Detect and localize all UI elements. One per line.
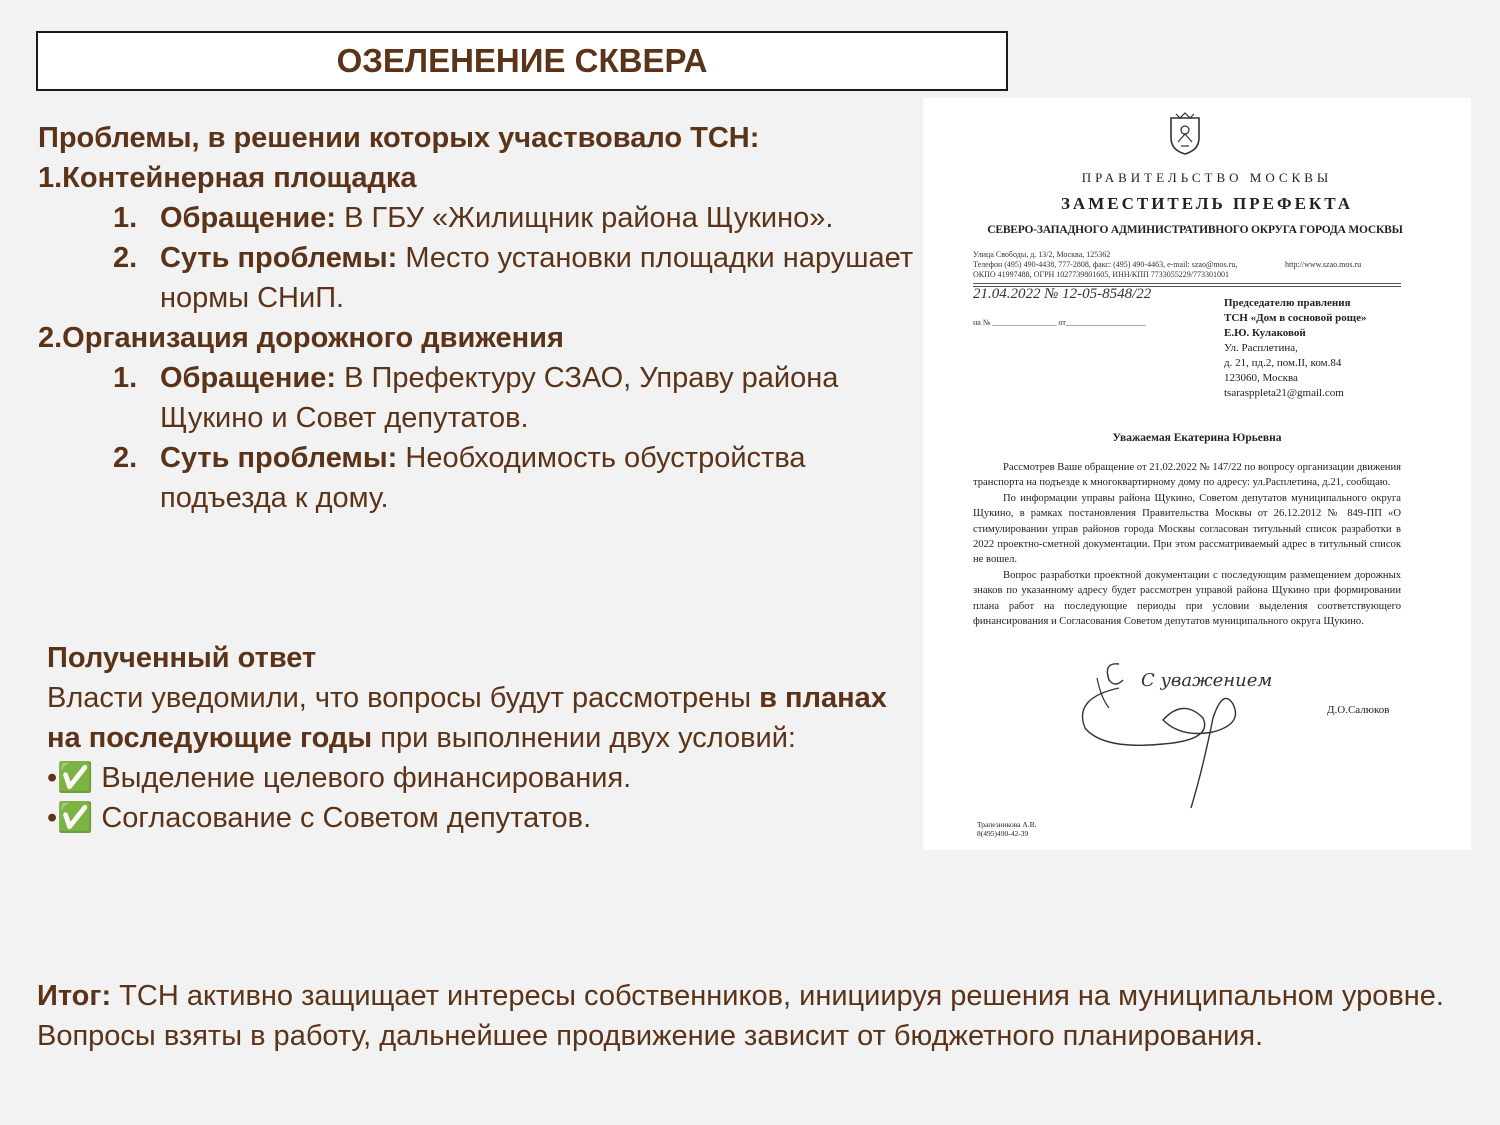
problems-section (38, 118, 918, 518)
detail-text: Место установки площадки нарушает нормы СНиП. (160, 242, 914, 314)
detail-label: Суть проблемы: (160, 442, 398, 474)
letter-scan (923, 98, 1471, 850)
answer-text (47, 678, 917, 758)
page-title: ОЗЕЛЕНЕНИЕ СКВЕРА (336, 42, 708, 79)
answer-text-end: при выполнении двух условий: (372, 722, 796, 754)
summary-section (37, 976, 1457, 1056)
recipient-line: Е.Ю. Кулаковой (1224, 327, 1306, 339)
handwritten-signature-icon (1063, 658, 1303, 818)
answer-text-start: Власти уведомили, что вопросы будут рассмотрены (47, 682, 760, 714)
detail-label: Обращение: (160, 362, 337, 394)
detail-item (38, 238, 918, 318)
detail-number: 2. (113, 242, 138, 274)
letter-reg-to: на № ________________ от____________________ (973, 318, 1146, 327)
detail-item (38, 438, 918, 518)
letter-signer: Д.О.Салюков (1327, 704, 1390, 716)
letter-recipient (1224, 296, 1366, 401)
problems-heading: Проблемы, в решении которых участвовало ТСН: (38, 122, 760, 154)
letter-org3: СЕВЕРО-ЗАПАДНОГО АДМИНИСТРАТИВНОГО ОКРУГА ГОРОДА МОСКВЫ (987, 224, 1403, 236)
letter-org1: ПРАВИТЕЛЬСТВО МОСКВЫ (1081, 170, 1333, 185)
recipient-line: Ул. Расплетина, (1224, 342, 1298, 354)
letter-address: Улица Свободы, д. 13/2, Москва, 125362 (973, 250, 1111, 259)
detail-number: 2. (113, 442, 138, 474)
problem-details (38, 198, 918, 318)
recipient-line: Председателю правления (1224, 297, 1351, 309)
detail-item (38, 198, 918, 238)
answer-heading: Полученный ответ (47, 642, 317, 674)
letter-body (973, 460, 1401, 629)
letter-rule (973, 283, 1401, 284)
letter-paragraph: По информации управы района Щукино, Советом депутатов муниципального округа Щукино, в рамках постановления Правительства Москвы от 26.12.2012 № 849-ПП «О стимулировании управ районов города Москвы согласован титульный список разработки в 2022 проектно-сметной документации. При этом рассматриваемый адрес в титульный список не вошел. (973, 492, 1401, 566)
detail-label: Суть проблемы: (160, 242, 398, 274)
letter-reg-number: 21.04.2022 № 12-05-8548/22 (973, 286, 1152, 302)
answer-text-bold: в планах на последующие годы (47, 682, 887, 754)
letter-org2: ЗАМЕСТИТЕЛЬ ПРЕФЕКТА (1060, 194, 1354, 213)
detail-number: 1. (113, 362, 138, 394)
detail-number: 1. (113, 202, 138, 234)
letter-executor (977, 820, 1037, 838)
signature-handwriting: С уважением (1141, 670, 1273, 691)
answer-bullet: •✅ Согласование с Советом депутатов. (47, 802, 592, 834)
detail-text: Необходимость обустройства подъезда к дому. (160, 442, 806, 514)
problem-heading: 1.Контейнерная площадка (38, 162, 417, 194)
problem-details (38, 358, 918, 518)
summary-label: Итог: (37, 980, 112, 1012)
recipient-line: 123060, Москва (1224, 372, 1298, 384)
executor-name: Трапезникова А.В. (977, 820, 1037, 829)
letter-contacts: Телефон (495) 490-4438, 777-2808, факс: (495) 490-4463, e-mail: szao@mos.ru, (973, 260, 1238, 269)
recipient-line: ТСН «Дом в сосновой роще» (1224, 312, 1367, 324)
executor-phone: 8(495)490-42-39 (977, 829, 1029, 838)
detail-label: Обращение: (160, 202, 337, 234)
letter-website: http://www.szao.mos.ru (1285, 260, 1362, 269)
letter-greeting: Уважаемая Екатерина Юрьевна (1112, 432, 1282, 444)
detail-text: В Префектуру СЗАО, Управу района Щукино и Совет депутатов. (160, 362, 839, 434)
title-box (36, 31, 1008, 91)
letter-paragraph: Вопрос разработки проектной документации с последующим размещением дорожных знаков по указанному адресу будет рассмотрен управой района Щукино при формировании плана работ на последующие периоды при условии выделения соответствующего финансирования и Согласования Советом депутатов муниципального округа Щукино. (973, 569, 1401, 628)
recipient-line: д. 21, пд.2, пом.II, ком.84 (1224, 357, 1342, 369)
detail-item (38, 358, 918, 438)
letter-codes: ОКПО 41997488, ОГРН 1027739801605, ИНН/КПП 7733055229/773301001 (973, 270, 1229, 279)
problem-heading: 2.Организация дорожного движения (38, 322, 564, 354)
summary-text: ТСН активно защищает интересы собственников, инициируя решения на муниципальном уровне. Вопросы взяты в работу, дальнейшее продвижение зависит от бюджетного планирования. (37, 980, 1444, 1052)
answer-bullet: •✅ Выделение целевого финансирования. (47, 762, 632, 794)
moscow-crest-icon (1168, 112, 1202, 156)
recipient-line: tsarasppleta21@gmail.com (1224, 387, 1344, 399)
letter-paragraph: Рассмотрев Ваше обращение от 21.02.2022 № 147/22 по вопросу организации движения транспорта на подъезде к многоквартирному дому по адресу: ул.Расплетина, д.21, сообщаю. (973, 462, 1401, 489)
answer-section (47, 638, 917, 838)
detail-text: В ГБУ «Жилищник района Щукино». (336, 202, 834, 234)
